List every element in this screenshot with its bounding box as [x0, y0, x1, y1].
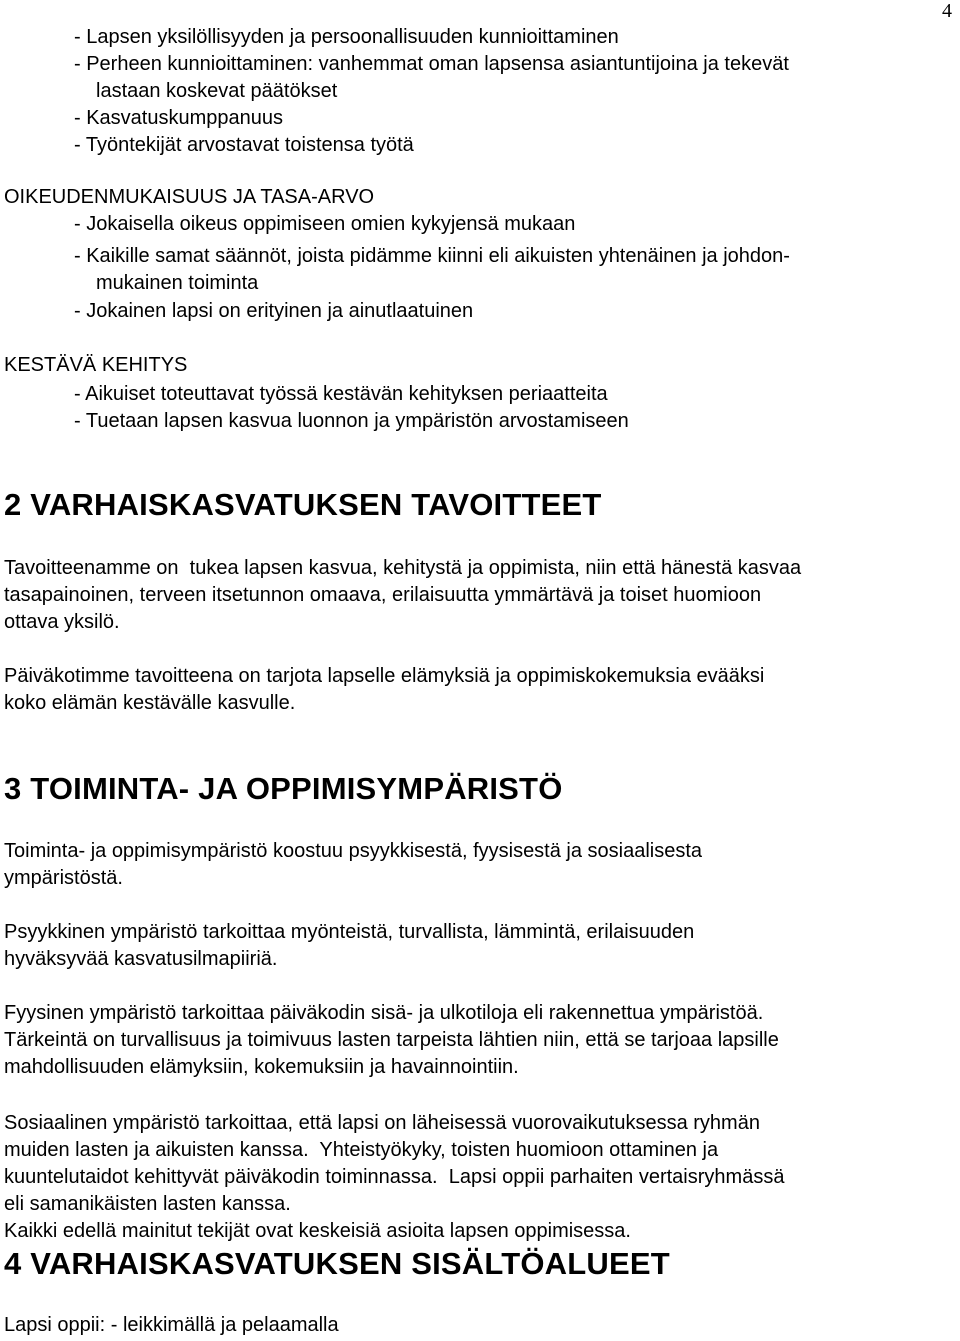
list-item: - Jokaisella oikeus oppimiseen omien kykyjensä mukaan — [74, 213, 576, 235]
list-item: - Aikuiset toteuttavat työssä kestävän kehityksen periaatteita — [74, 383, 608, 405]
section-heading-3: 3 TOIMINTA- JA OPPIMISYMPÄRISTÖ — [4, 771, 563, 806]
paragraph-line: ottava yksilö. — [4, 611, 120, 633]
paragraph — [4, 919, 954, 973]
subheading-sustainable: KESTÄVÄ KEHITYS — [4, 354, 188, 376]
paragraph-line: hyväksyvää kasvatusilmapiiriä. — [4, 948, 278, 970]
paragraph-line: Lapsi oppii: - leikkimällä ja pelaamalla — [4, 1314, 339, 1336]
page-number: 4 — [942, 0, 952, 22]
paragraph-line: koko elämän kestävälle kasvulle. — [4, 692, 296, 714]
list-item: - Jokainen lapsi on erityinen ja ainutlaatuinen — [74, 300, 474, 322]
subheading-equality: OIKEUDENMUKAISUUS JA TASA-ARVO — [4, 186, 375, 208]
paragraph-line: Tärkeintä on turvallisuus ja toimivuus lasten tarpeista lähtien niin, että se tarjoaa lapsille — [4, 1029, 779, 1051]
list-item: - Lapsen yksilöllisyyden ja persoonallisuuden kunnioittaminen — [74, 26, 619, 48]
paragraph-line: Fyysinen ympäristö tarkoittaa päiväkodin sisä- ja ulkotiloja eli rakennettua ympäristöä. — [4, 1002, 764, 1024]
paragraph-line: kuuntelutaidot kehittyvät päiväkodin toiminnassa. Lapsi oppii parhaiten vertaisryhmässä — [4, 1166, 785, 1188]
list-item: - Kasvatuskumppanuus — [74, 107, 284, 129]
list-item: - Tuetaan lapsen kasvua luonnon ja ympäristön arvostamiseen — [74, 410, 629, 432]
section-heading-4: 4 VARHAISKASVATUKSEN SISÄLTÖALUEET — [4, 1246, 670, 1281]
section-heading-2: 2 VARHAISKASVATUKSEN TAVOITTEET — [4, 487, 602, 522]
list-item: - Perheen kunnioittaminen: vanhemmat oman lapsensa asiantuntijoina ja tekevät — [74, 53, 789, 75]
paragraph — [4, 663, 954, 717]
paragraph-line: Psyykkinen ympäristö tarkoittaa myönteistä, turvallista, lämmintä, erilaisuuden — [4, 921, 695, 943]
paragraph — [4, 1000, 954, 1081]
paragraph-line: tasapainoinen, terveen itsetunnon omaava, erilaisuutta ymmärtävä ja toiset huomioon — [4, 584, 762, 606]
list-item: - Kaikille samat säännöt, joista pidämme kiinni eli aikuisten yhtenäinen ja johdon- — [74, 245, 790, 267]
paragraph — [4, 838, 954, 892]
paragraph-line: eli samanikäisten lasten kanssa. — [4, 1193, 291, 1215]
paragraph-line: muiden lasten ja aikuisten kanssa. Yhteistyökyky, toisten huomioon ottaminen ja — [4, 1139, 719, 1161]
paragraph-line: mahdollisuuden elämyksiin, kokemuksiin ja havainnointiin. — [4, 1056, 519, 1078]
paragraph-line: Tavoitteenamme on tukea lapsen kasvua, kehitystä ja oppimista, niin että hänestä kasvaa — [4, 557, 802, 579]
list-item-continuation: lastaan koskevat päätökset — [96, 80, 338, 102]
paragraph-line: Sosiaalinen ympäristö tarkoittaa, että lapsi on läheisessä vuorovaikutuksessa ryhmän — [4, 1112, 760, 1134]
list-item: - Työntekijät arvostavat toistensa työtä — [74, 134, 414, 156]
paragraph — [4, 1110, 954, 1245]
paragraph — [4, 555, 954, 636]
paragraph-line: Kaikki edellä mainitut tekijät ovat keskeisiä asioita lapsen oppimisessa. — [4, 1220, 631, 1242]
paragraph-line: Päiväkotimme tavoitteena on tarjota lapselle elämyksiä ja oppimiskokemuksia evääksi — [4, 665, 765, 687]
paragraph-line: ympäristöstä. — [4, 867, 123, 889]
paragraph-line: Toiminta- ja oppimisympäristö koostuu psyykkisestä, fyysisestä ja sosiaalisesta — [4, 840, 703, 862]
list-item-continuation: mukainen toiminta — [96, 272, 259, 294]
